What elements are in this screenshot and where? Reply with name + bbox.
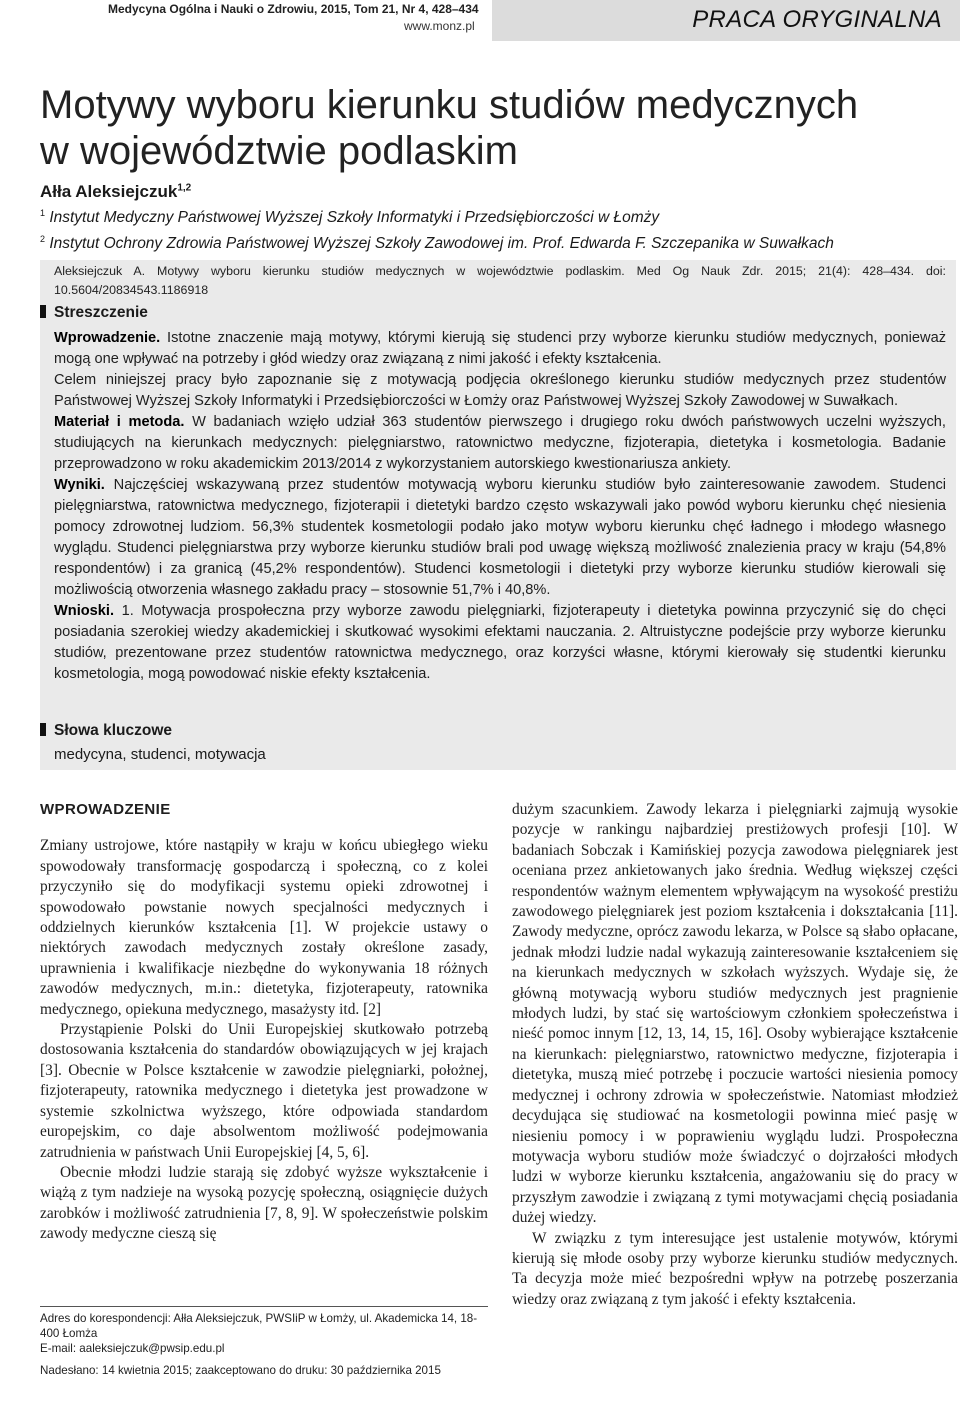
abstract-conclusions (54, 601, 946, 685)
abstract-results-label: Wyniki. (54, 477, 105, 493)
body-paragraph: dużym szacunkiem. Zawody lekarza i pielęgniarki zajmują wysokie pozycje w rankingu najbardziej prestiżowych profesji [10]. W badaniach Sobczak i Kamińskiej pozycja zawodowa pielęgniarek jest oceniana przez ankietowanych jako średnia. Według większej części respondentów ważnym elementem wpływającym na wysokość prestiżu zawodowego pielęgniarek jest poziom kształcenia i dokształcania [11]. Zawody medyczne, oprócz zawodu lekarza, w Polsce są słabo opłacane, jednak młodzi ludzie nadal wykazują zainteresowanie kształceniem się na kierunkach medycznych w szkołach wyższych. Wydaje się, że główną motywacją wyboru studiów medycznych jest pragnienie młodych ludzi, by stać się wartościowym członkiem społeczeństwa i nieść pomoc innym [12, 13, 14, 15, 16]. Osoby wybierające kształcenie na kierunkach: pielęgniarstwo, ratownictwo medyczne, fizjoterapia i dietetyka, muszą mieć potrzebę i poczucie wartości niesienia pomocy medycznej i ochrony zdrowia w społeczeństwie. Natomiast młodzież decydująca się studiować na kosmetologii powinna mieć pasję w niesieniu pomocy i w poprawieniu wyglądu ludzi. Prospołeczna motywacja wyboru studiów może świadczyć o dojrzałości młodych ludzi w wyborze kierunku kształcenia, angażowaniu się do pracy w przyszłym zawodzie i związaną z tymi motywacjami chęcią posiadania dużej wiedzy. (512, 801, 958, 1227)
abstract-body (54, 328, 946, 685)
submission-dates: Nadesłano: 14 kwietnia 2015; zaakceptowano do druku: 30 października 2015 (40, 1364, 441, 1377)
journal-citation-header: Medycyna Ogólna i Nauki o Zdrowiu, 2015, Tom 21, Nr 4, 428–434 (108, 2, 479, 16)
correspondence-email[interactable]: E-mail: aaleksiejczuk@pwsip.edu.pl (40, 1342, 225, 1355)
body-paragraph: Zmiany ustrojowe, które nastąpiły w kraju w końcu ubiegłego wieku spowodowały transformację gospodarczą i społeczną, co z kolei przyczyniło się do modyfikacji systemu opieki zdrowotnej i spowodowało powstanie nowych specjalności medycznych i oddzielnych kierunków kształcenia [1]. W projekcie ustawy o niektórych zawodach medycznych zostały określone zasady, uprawnienia i kwalifikacje niezbędne do wykonywania 18 różnych zawodów medycznych, m.in.: dietetyka, fizjoterapeuty, ratownika medycznego, opiekuna medycznego, masażysty itd. [2] (40, 837, 488, 1018)
abstract-intro (54, 328, 946, 370)
body-paragraph: W związku z tym interesujące jest ustalenie motywów, którymi kierują się młode osoby przy wyborze kierunku studiów medycznych. Ta decyzja może mieć bezpośredni wpływ na potrzebę poszerzania wiedzy oraz związaną z tym jakość i efekty kształcenia. (512, 1229, 958, 1308)
abstract-methods-text: W badaniach wzięło udział 363 studentów pierwszego i drugiego roku dwóch państwowych uczelni wyższych, studiujących na kierunkach medycznych: pielęgniarstwo, ratownictwo medyczne, fizjoterapia, dietetyka i kosmetologia. Badanie przeprowadzono w roku akademickim 2013/2014 z wykorzystaniem autorskiego kwestionariusza ankiety. (54, 414, 946, 472)
body-left-column (40, 800, 488, 1245)
author-text: Ałła Aleksiejczuk (40, 182, 178, 201)
abstract-conclusions-label: Wnioski. (54, 603, 114, 619)
article-title (40, 82, 950, 174)
keywords-list: medycyna, studenci, motywacja (54, 746, 266, 763)
keywords-heading-text: Słowa kluczowe (54, 722, 173, 739)
affiliation-2-text: Instytut Ochrony Zdrowia Państwowej Wyższej Szkoły Zawodowej im. Prof. Edwarda F. Szczepanika w Suwałkach (49, 235, 834, 253)
affiliation-1-text: Instytut Medyczny Państwowej Wyższej Szkoły Informatyki i Przedsiębiorczości w Łomży (49, 209, 660, 227)
section-marker-icon (40, 305, 46, 318)
section-marker-icon (40, 723, 46, 736)
title-line-2: w województwie podlaskim (40, 129, 518, 173)
abstract-intro-label: Wprowadzenie. (54, 330, 161, 346)
title-line-1: Motywy wyboru kierunku studiów medycznych (40, 83, 859, 127)
body-paragraph: Przystąpienie Polski do Unii Europejskiej skutkowało potrzebą dostosowania kształcenia do standardów obowiązujących w jej krajach [3]. Obecnie w Polsce kształcenie w zawodzie pielęgniarki, położnej, fizjoterapeuty, ratownika medycznego i dietetyka jest prowadzone w systemie szkolnictwa wyższego, które odpowiada standardom europejskim, co daje absolwentom możliwość podejmowania zatrudnienia w państwach Unii Europejskiej [4, 5, 6]. (40, 1021, 488, 1161)
journal-url[interactable]: www.monz.pl (404, 19, 475, 33)
introduction-heading: WPROWADZENIE (40, 801, 171, 818)
abstract-results-text: Najczęściej wskazywaną przez studentów motywacją wyboru kierunku studiów było zainteresowanie zawodem. Studenci pielęgniarstwa, ratownictwa medycznego, fizjoterapii i dietetyki bardzo często wskazywali jako powód wyboru kierunku chęć niesienia pomocy zdrowotnej ludziom. 56,3% studentek kosmetologii podało jako motyw wyboru kierunku chęć ładnego i młodego własnego wyglądu. Studenci pielęgniarstwa przy wyborze kierunku studiów brali pod uwagę większą możliwość znalezienia pracy w kraju (54,8% respondentów) i za granicą (45,2% respondentów). Studenci kosmetologii i dietetyki przy wyborze kierunku studiów kierowali się możliwością otworzenia własnego zakładu pracy – stosownie 51,7% i 40,8%. (54, 477, 946, 598)
author-name (40, 182, 191, 202)
footnote-divider (40, 1306, 488, 1307)
abstract-heading (40, 304, 148, 322)
abstract-heading-text: Streszczenie (54, 304, 148, 321)
body-paragraph: Obecnie młodzi ludzie starają się zdobyć wyższe wykształcenie i wiążą z tym nadzieje na wysoką pozycję społeczną, osiągnięcie dużych zarobków i możliwość zatrudnienia [7, 8, 9]. W społeczeństwie polskim zawody medyczne cieszą się (40, 1163, 488, 1243)
article-type-label: PRACA ORYGINALNA (692, 6, 942, 33)
affiliation-2 (40, 234, 834, 253)
abstract-intro-text: Istotne znaczenie mają motywy, którymi kierują się studenci przy wyborze kierunku studiów medycznych, ponieważ mogą one wpływać na potrzeby i głód wiedzy oraz związaną z nimi jakość i efekty kształcenia. (54, 330, 946, 367)
author-affiliation-marks: 1,2 (177, 182, 192, 194)
body-right-column (512, 800, 958, 1310)
footnotes (40, 1311, 488, 1378)
affiliation-1 (40, 208, 659, 227)
correspondence-address: Adres do korespondencji: Ałła Aleksiejczuk, PWSIiP w Łomży, ul. Akademicka 14, 18-400 Łomża (40, 1312, 478, 1340)
affiliation-2-number: 2 (40, 234, 46, 244)
affiliation-1-number: 1 (40, 208, 46, 218)
abstract-conclusions-text: 1. Motywacja prospołeczna przy wyborze zawodu pielęgniarki, fizjoterapeuty i dietetyka powinna przyczynić się do chęci posiadania szerokiej wiedzy akademickiej i skutkować wysokimi efektami nauczania. 2. Altruistyczne podejście przy wyborze kierunku studiów, prezentowane przez studentów ratownictwa medycznego, oraz korzyści własne, którymi kierowały się studentki kierunku kosmetologia, mogą powodować niskie efekty kształcenia. (54, 603, 946, 682)
abstract-methods-label: Materiał i metoda. (54, 414, 185, 430)
abstract-results (54, 475, 946, 601)
abstract-aim: Celem niniejszej pracy było zapoznanie się z motywacją podjęcia określonego kierunku studiów medycznych przez studentów Państwowej Wyższej Szkoły Informatyki i Przedsiębiorczości w Łomży oraz Państwowej Wyższej Szkoły Zawodowej w Suwałkach. (54, 372, 946, 409)
abstract-methods (54, 412, 946, 475)
keywords-heading (40, 722, 172, 740)
how-to-cite: Aleksiejczuk A. Motywy wyboru kierunku studiów medycznych w województwie podlaskim. Med Og Nauk Zdr. 2015; 21(4): 428–434. doi: 10.5604/20834543.1186918 (54, 264, 946, 297)
